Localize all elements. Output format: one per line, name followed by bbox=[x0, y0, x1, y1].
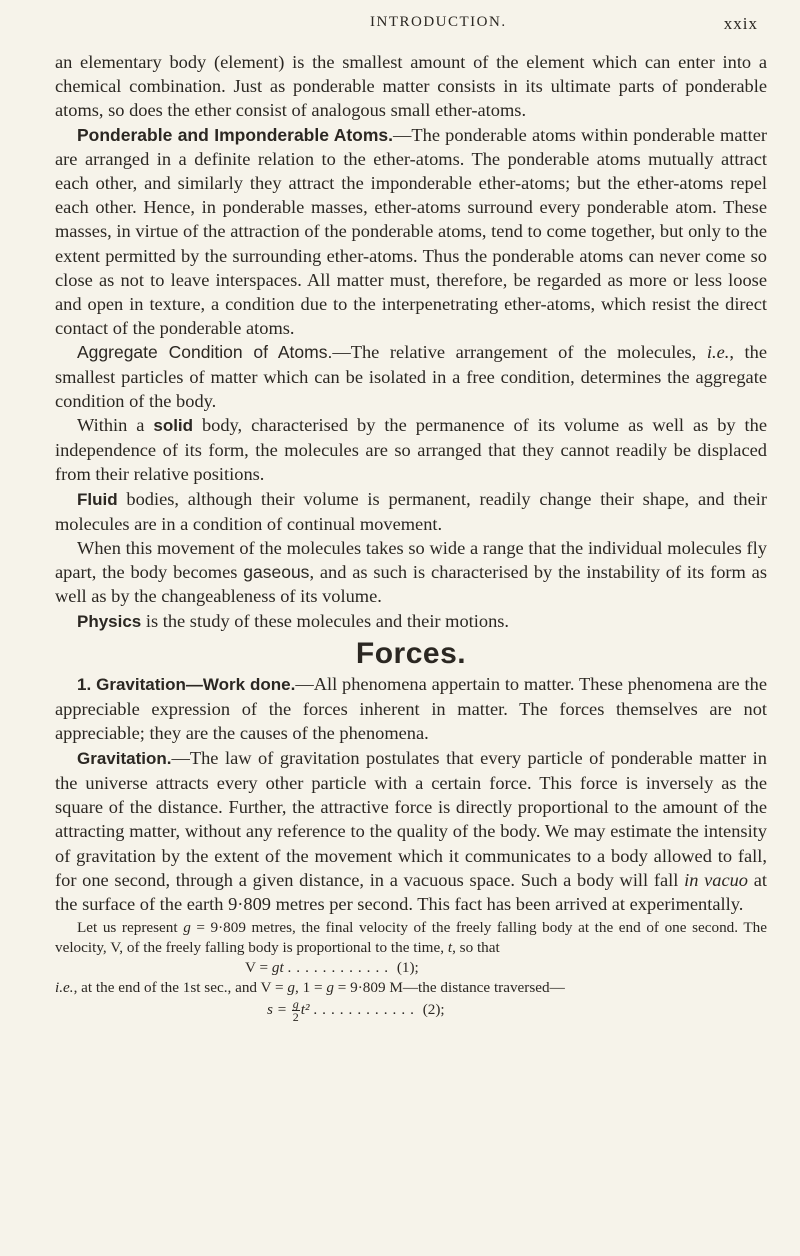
small-text: , at the end of the 1st sec., and V = bbox=[73, 979, 288, 997]
paragraph-text: —The relative arrangement of the molecules, bbox=[332, 342, 707, 363]
equation-lhs: V = bbox=[245, 959, 272, 977]
symbol-g: g bbox=[287, 979, 295, 997]
heading-ponderable-atoms: Ponderable and Imponderable Atoms. bbox=[77, 124, 394, 145]
paragraph-text: When this movement of the molecules takes so wide a range that the individual molecules fly apart, the body becomes bbox=[55, 538, 767, 583]
paragraph-aggregate-condition bbox=[55, 340, 767, 413]
section-title-forces: Forces. bbox=[355, 636, 467, 670]
fraction-numerator: g bbox=[292, 997, 299, 1012]
heading-aggregate-condition: Aggregate Condition of Atoms. bbox=[77, 342, 333, 363]
small-text: = 9·809 M—the distance traversed— bbox=[333, 979, 565, 997]
small-paragraph-distance bbox=[55, 978, 767, 998]
paragraph-ponderable-atoms bbox=[55, 123, 767, 341]
small-paragraph-velocity bbox=[55, 918, 767, 958]
small-text: , 1 = bbox=[295, 979, 327, 997]
equation-1 bbox=[55, 958, 767, 978]
paragraph-text: bodies, although their volume is permanent, readily change their shape, and their molecules are in a condition of continual movement. bbox=[55, 488, 767, 534]
fraction-g-over-2 bbox=[292, 998, 300, 1023]
paragraph-text: is the study of these molecules and their motions. bbox=[141, 610, 510, 631]
symbol-g: g bbox=[326, 979, 334, 997]
equation-number: (1); bbox=[396, 959, 419, 977]
small-print-derivation bbox=[55, 918, 767, 1023]
page-header bbox=[0, 8, 800, 42]
fraction-denominator: 2 bbox=[292, 1010, 299, 1025]
keyword-physics: Physics bbox=[77, 611, 142, 631]
body-text bbox=[55, 50, 767, 1023]
running-title: INTRODUCTION. bbox=[370, 14, 507, 30]
paragraph-text: , and as such is characterised by the instability of its form as well as by the changeableness of its volume. bbox=[55, 562, 767, 607]
paragraph-text: —All phenomena appertain to matter. These phenomena are the appreciable expression of the forces inherent in matter. The forces themselves are not appreciable; they are the causes of the phenomena. bbox=[55, 674, 767, 744]
paragraph-text: —The law of gravitation postulates that every particle of ponderable matter in the universe attracts every other particle with a certain force. This force is inversely as the square of the distance. Further, the attractive force is directly proportional to the amount of the attracting matter, without any reference to the quality of the body. We may estimate the intensity of gravitation by the extent of the movement which it communicates to a body allowed to fall, for one second, through a given distance, in a vacuous space. Such a body will fall bbox=[55, 747, 767, 890]
heading-gravitation-work: 1. Gravitation—Work done. bbox=[77, 675, 296, 695]
paragraph-solid bbox=[55, 413, 767, 487]
equation-number: (2); bbox=[422, 1001, 445, 1019]
paragraph-text: , the smallest particles of matter which can be isolated in a free condition, determines the aggregate condition of the body. bbox=[55, 342, 767, 411]
paragraph-text: Within a bbox=[77, 415, 154, 436]
heading-gravitation: Gravitation. bbox=[77, 748, 172, 768]
equation-lhs: s = bbox=[267, 1001, 291, 1019]
keyword-gaseous: gaseous bbox=[243, 562, 310, 583]
keyword-solid: solid bbox=[153, 416, 194, 436]
small-text: , so that bbox=[452, 939, 500, 957]
small-text: Let us represent bbox=[77, 919, 184, 937]
symbol-t: t bbox=[447, 939, 453, 957]
symbol-g: g bbox=[183, 919, 191, 937]
paragraph-text: at the surface of the earth 9·809 metres per second. This fact has been arrived at experimentally. bbox=[55, 869, 767, 914]
equation-2 bbox=[55, 998, 767, 1023]
ie-abbrev: i.e. bbox=[55, 979, 74, 997]
ie-abbrev: i.e. bbox=[706, 342, 730, 363]
keyword-fluid: Fluid bbox=[77, 489, 118, 509]
paragraph-text: —The ponderable atoms within ponderable matter are arranged in a definite relation to the ether-atoms. The ponderable atoms mutually attract each other, and similarly they attract the imponderable ether-atoms; but the ether-atoms repel each other. Hence, in ponderable masses, ether-atoms surround every ponderable atom. These masses, in virtue of the attraction of the ponderable atoms, tend to come together, but only to the extent permitted by the surrounding ether-atoms. Thus the ponderable atoms can never come so close as not to leave interspaces. All matter must, therefore, be regarded as more or less loose and open in texture, a condition due to the interpenetrating ether-atoms, which resist the direct contact of the ponderable atoms. bbox=[55, 124, 767, 339]
paragraph-text: body, characterised by the permanence of its volume as well as by the independence of its form, the molecules are so arranged that they cannot readily be displaced from their relative positions. bbox=[55, 415, 768, 485]
equation-rhs: gt bbox=[271, 959, 284, 977]
equation-leader: ............ bbox=[313, 1001, 419, 1019]
page-number: xxix bbox=[723, 14, 758, 33]
paragraph-gaseous bbox=[55, 536, 767, 609]
paragraph-fluid bbox=[55, 487, 767, 536]
equation-leader: ............ bbox=[287, 959, 394, 977]
paragraph-physics bbox=[55, 609, 767, 634]
paragraph-elementary-body bbox=[55, 50, 767, 123]
small-text: = 9·809 metres, the final velocity of the freely falling body at the end of one second. The velocity, V, of the freely falling body is proportional to the time, bbox=[55, 919, 767, 957]
symbol-t-squared: t² bbox=[300, 1001, 310, 1019]
paragraph-gravitation-law bbox=[55, 746, 767, 916]
paragraph-gravitation-work bbox=[55, 672, 767, 746]
paragraph-text: an elementary body (element) is the smallest amount of the element which can enter into a chemical combination. Just as ponderable matter consists in its ultimate parts of ponderable atoms, so does the ether consist of analogous small ether-atoms. bbox=[55, 52, 767, 121]
in-vacuo-phrase: in vacuo bbox=[684, 869, 749, 890]
